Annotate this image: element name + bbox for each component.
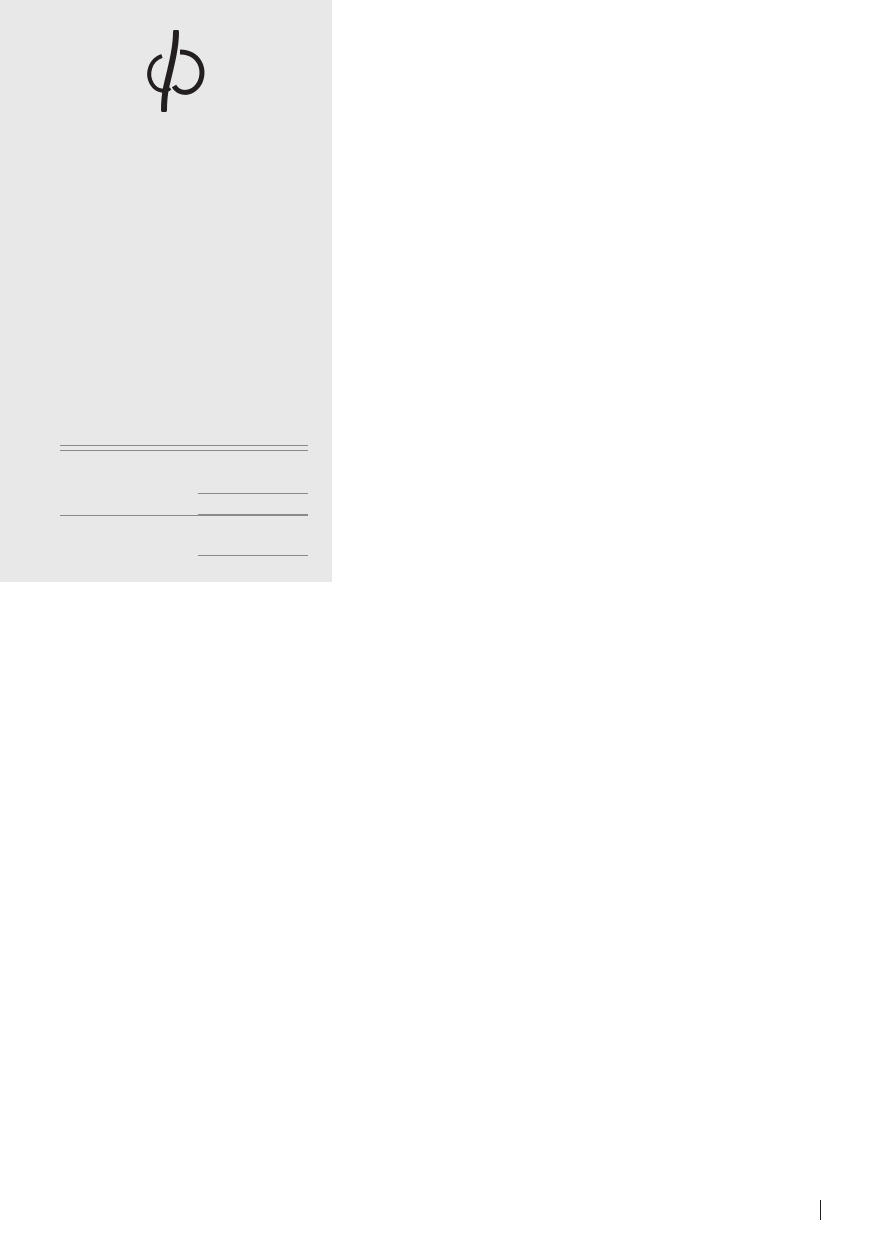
concertmaster-name bbox=[198, 495, 308, 515]
leaders-panel bbox=[0, 0, 332, 582]
orchestra-logo-icon bbox=[140, 30, 210, 112]
concertmaster-name bbox=[198, 474, 308, 494]
page-footer bbox=[814, 1200, 827, 1220]
honorary-concertmaster-row bbox=[60, 426, 308, 446]
